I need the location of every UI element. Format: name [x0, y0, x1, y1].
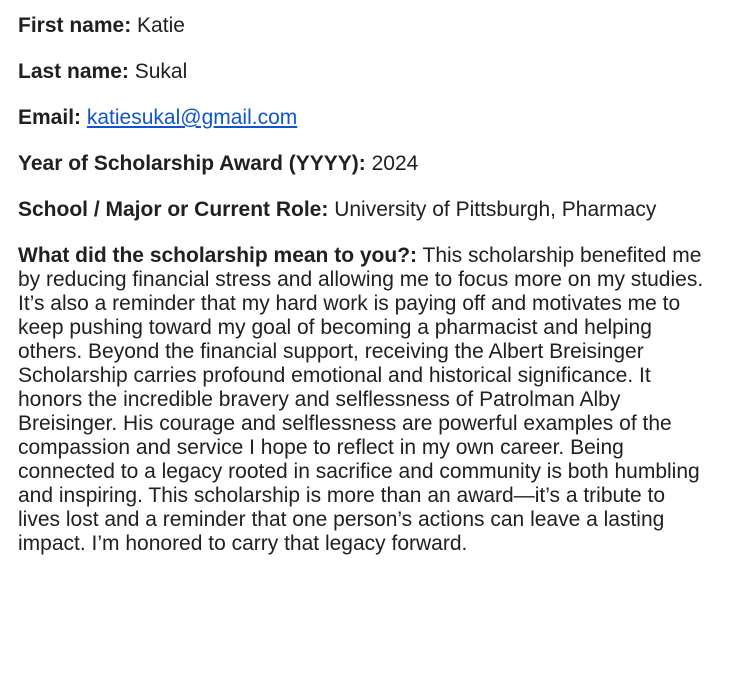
year-field [18, 152, 712, 176]
email-label: Email: [18, 106, 82, 129]
email-link[interactable]: katiesukal@gmail.com [86, 106, 298, 129]
email-field [18, 106, 712, 130]
school-label: School / Major or Current Role: [18, 198, 329, 221]
year-value: 2024 [371, 152, 419, 175]
first-name-label: First name: [18, 14, 132, 37]
first-name-value: Katie [137, 14, 185, 37]
school-field [18, 198, 712, 222]
last-name-value: Sukal [134, 60, 188, 83]
school-value: University of Pittsburgh, Pharmacy [334, 198, 657, 221]
meaning-value: This scholarship benefited me by reducing financial stress and allowing me to focus more on my studies. It’s also a reminder that my hard work is paying off and motivates me to keep pushing toward my goal of becoming a pharmacist and helping others. Beyond the financial support, receiving the Albert Breisinger Scholarship carries profound emotional and historical significance. It honors the incredible bravery and selflessness of Patrolman Alby Breisinger. His courage and selflessness are powerful examples of the compassion and service I hope to reflect in my own career. Being connected to a legacy rooted in sacrifice and community is both humbling and inspiring. This scholarship is more than an award—it’s a tribute to lives lost and a reminder that one person’s actions can leave a lasting impact. I’m honored to carry that legacy forward. [18, 244, 704, 555]
last-name-field [18, 60, 712, 84]
year-label: Year of Scholarship Award (YYYY): [18, 152, 366, 175]
meaning-label: What did the scholarship mean to you?: [18, 244, 418, 267]
last-name-label: Last name: [18, 60, 129, 83]
first-name-field [18, 14, 712, 38]
meaning-field [18, 244, 712, 556]
